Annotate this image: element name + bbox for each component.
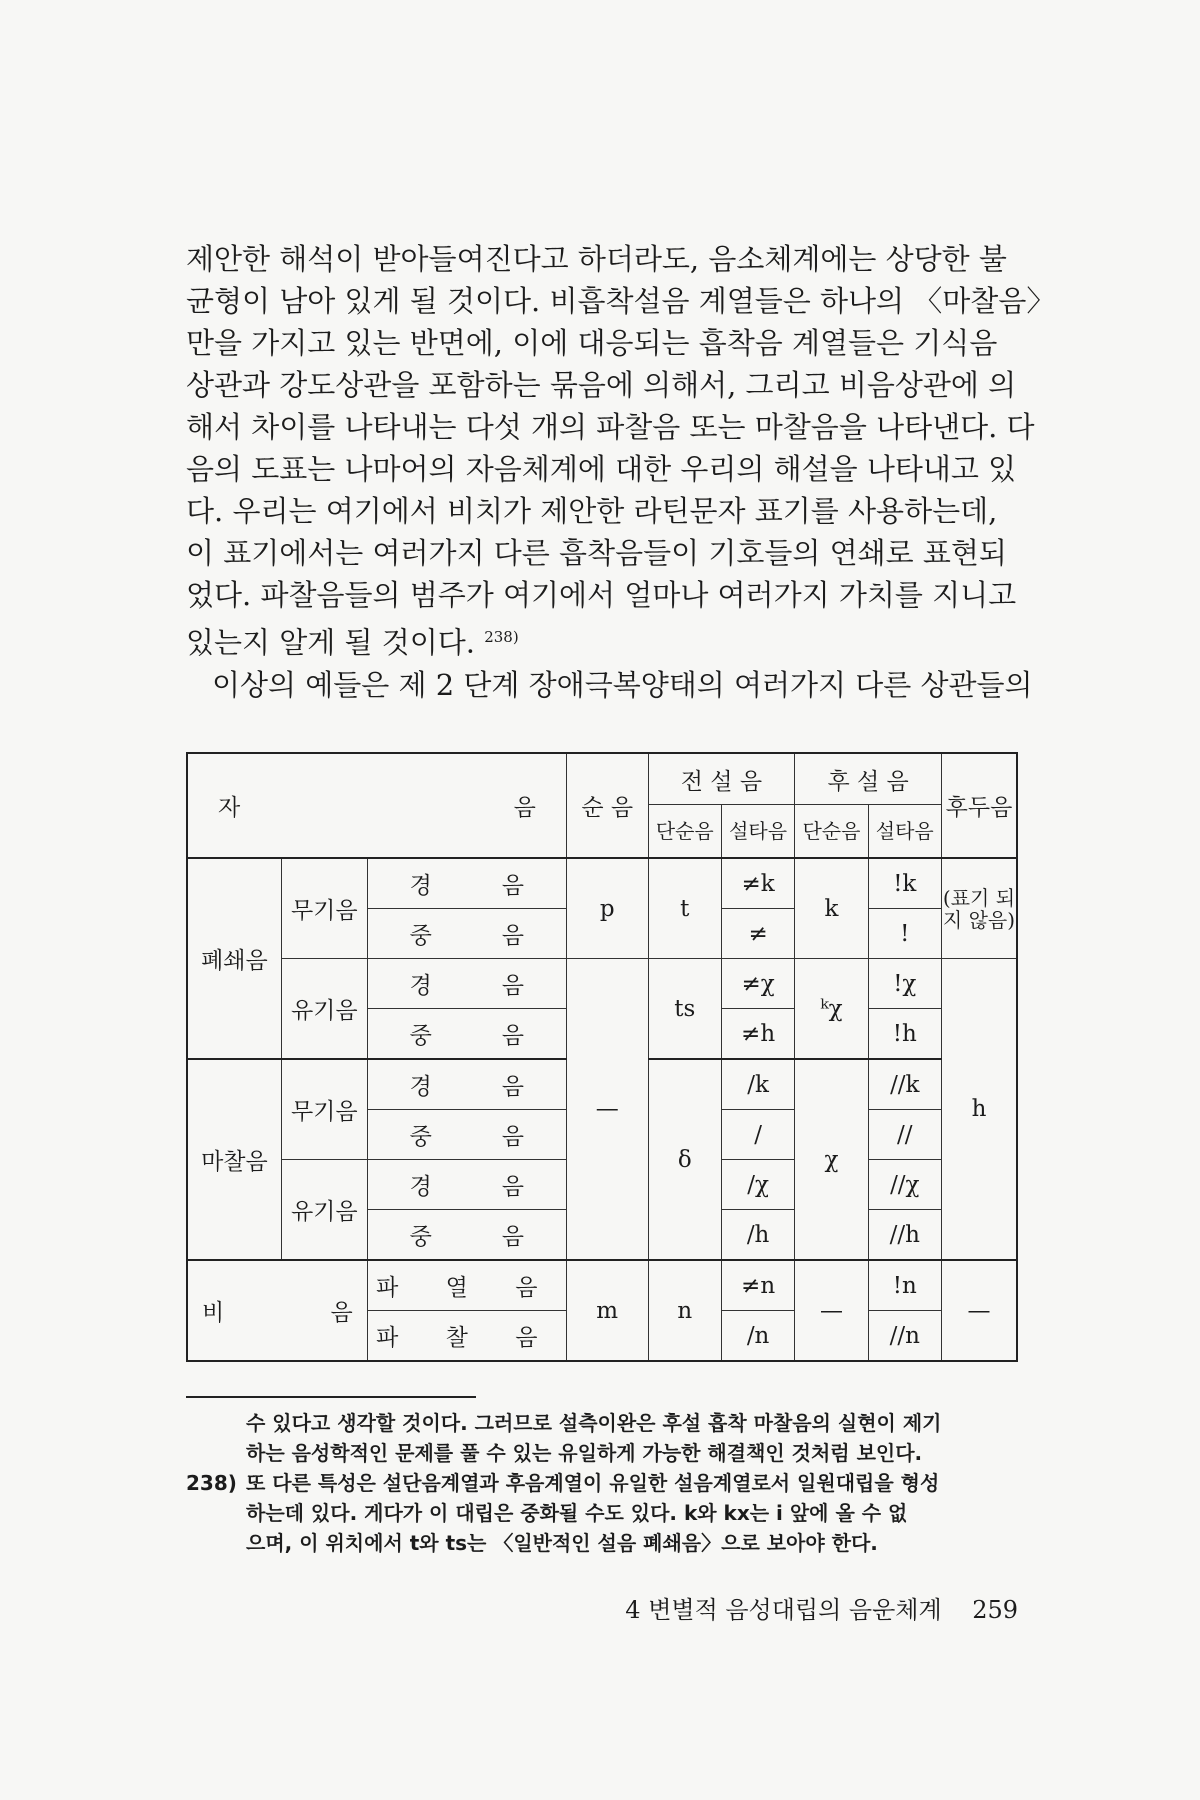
cell-front-click: /n <box>721 1311 794 1362</box>
cell-back-click: // <box>868 1110 941 1160</box>
row-label-hard: 경 음 <box>367 858 566 909</box>
paragraph-start: 이상의 예들은 제 2 단계 장애극복양태의 여러가지 다른 상관들의 <box>212 667 1033 702</box>
cell-back-simple: k <box>795 858 868 959</box>
row-label-nasal: 비 음 <box>187 1260 367 1361</box>
footnote-line: 238) 또 다른 특성은 설단음계열과 후음계열이 유일한 설음계열로서 일원대립을 형성 <box>186 1468 1018 1498</box>
cell-laryngeal: h <box>941 959 1017 1261</box>
page-number: 259 <box>972 1596 1018 1624</box>
row-label-hard: 경 음 <box>367 1160 566 1210</box>
cell-back-click: !n <box>868 1260 941 1311</box>
cell-front-click: ≠ <box>721 909 794 959</box>
cell-labial: p <box>566 858 648 959</box>
cell-front-click: ≠n <box>721 1260 794 1311</box>
row-label-heavy: 중 음 <box>367 1009 566 1060</box>
footnote-line: 수 있다고 생각할 것이다. 그러므로 설측이완은 후설 흡착 마찰음의 실현이 제기 <box>246 1411 942 1435</box>
cell-front-simple: δ <box>648 1059 721 1260</box>
row-label-aspirated: 유기음 <box>281 959 367 1060</box>
row-label-heavy: 중 음 <box>367 909 566 959</box>
cell-back-click: //k <box>868 1059 941 1110</box>
cell-back-click: ! <box>868 909 941 959</box>
text-line: 상관과 강도상관을 포함하는 묶음에 의해서, 그리고 비음상관에 의 <box>186 368 1017 402</box>
header-simple: 단순음 <box>795 805 868 859</box>
footnote-line: 으며, 이 위치에서 t와 ts는 〈일반적인 설음 폐쇄음〉으로 보아야 한다. <box>246 1531 878 1555</box>
row-label-plosive: 파 열 음 <box>367 1260 566 1311</box>
cell-laryngeal: — <box>941 1260 1017 1361</box>
cell-labial: — <box>566 959 648 1261</box>
header-back: 후 설 음 <box>795 753 942 805</box>
text-line: 이 표기에서는 여러가지 다른 흡착음들이 기호들의 연쇄로 표현되 <box>186 536 1007 570</box>
text-line: 만을 가지고 있는 반면에, 이에 대응되는 흡착음 계열들은 기식음 <box>186 326 998 360</box>
text-line: 다. 우리는 여기에서 비치가 제안한 라틴문자 표기를 사용하는데, <box>186 494 998 528</box>
header-click: 설타음 <box>868 805 941 859</box>
cell-front-click: / <box>721 1110 794 1160</box>
cell-back-simple: — <box>795 1260 868 1361</box>
page-footer <box>600 1590 1018 1625</box>
row-label-hard: 경 음 <box>367 959 566 1009</box>
running-head: 4 변별적 음성대립의 음운체계 <box>625 1596 942 1624</box>
header-simple: 단순음 <box>648 805 721 859</box>
cell-front-simple: n <box>648 1260 721 1361</box>
cell-front-click: /k <box>721 1059 794 1110</box>
header-laryngeal: 후두음 <box>941 753 1017 858</box>
cell-front-simple: ts <box>648 959 721 1060</box>
cell-back-click: //n <box>868 1311 941 1362</box>
row-label-affricate: 파 찰 음 <box>367 1311 566 1362</box>
row-label-heavy: 중 음 <box>367 1210 566 1261</box>
cell-front-simple: t <box>648 858 721 959</box>
cell-laryngeal: (표기 되지 않음) <box>941 858 1017 959</box>
cell-front-click: ≠χ <box>721 959 794 1009</box>
cell-front-click: ≠k <box>721 858 794 909</box>
text-line: 균형이 남아 있게 될 것이다. 비흡착설음 계열들은 하나의 〈마찰음〉 <box>186 284 1056 318</box>
cell-front-click: ≠h <box>721 1009 794 1060</box>
cell-back-simple: ᵏχ <box>795 959 868 1060</box>
body-text <box>186 238 1056 706</box>
header-front: 전 설 음 <box>648 753 795 805</box>
row-label-unaspirated: 무기음 <box>281 1059 367 1160</box>
cell-back-click: !k <box>868 858 941 909</box>
cell-back-click: !h <box>868 1009 941 1060</box>
row-label-aspirated: 유기음 <box>281 1160 367 1261</box>
cell-back-simple: χ <box>795 1059 868 1260</box>
cell-front-click: /χ <box>721 1160 794 1210</box>
cell-back-click: //h <box>868 1210 941 1261</box>
text-line: 해서 차이를 나타내는 다섯 개의 파찰음 또는 마찰음을 나타낸다. 다 <box>186 410 1035 444</box>
footnote-number: 238) <box>186 1471 237 1495</box>
text-line <box>186 616 1018 664</box>
row-label-heavy: 중 음 <box>367 1110 566 1160</box>
consonant-table <box>186 752 1018 1362</box>
row-label-unaspirated: 무기음 <box>281 858 367 959</box>
footnote-line: 하는 음성학적인 문제를 풀 수 있는 유일하게 가능한 해결책인 것처럼 보인다. <box>246 1441 923 1465</box>
footnote-rule <box>186 1396 476 1398</box>
header-consonant: 자 음 <box>187 753 566 858</box>
text-line: 제안한 해석이 받아들여진다고 하더라도, 음소체계에는 상당한 불 <box>186 242 1007 276</box>
cell-front-click: /h <box>721 1210 794 1261</box>
text-line: 음의 도표는 나마어의 자음체계에 대한 우리의 해설을 나타내고 있 <box>186 452 1017 486</box>
row-label-hard: 경 음 <box>367 1059 566 1110</box>
header-labial: 순 음 <box>566 753 648 858</box>
row-label-stop: 폐쇄음 <box>187 858 281 1059</box>
cell-back-click: !χ <box>868 959 941 1009</box>
text-line: 었다. 파찰음들의 범주가 여기에서 얼마나 여러가지 가치를 지니고 <box>186 578 1017 612</box>
header-click: 설타음 <box>721 805 794 859</box>
text-line-content: 있는지 알게 될 것이다. <box>186 625 475 660</box>
footnote-line: 하는데 있다. 게다가 이 대립은 중화될 수도 있다. k와 kx는 i 앞에 올 수 없 <box>246 1501 908 1525</box>
cell-labial: m <box>566 1260 648 1361</box>
cell-back-click: //χ <box>868 1160 941 1210</box>
row-label-fricative: 마찰음 <box>187 1059 281 1260</box>
footnote-ref[interactable]: 238) <box>484 628 519 646</box>
footnote <box>186 1396 1018 1558</box>
